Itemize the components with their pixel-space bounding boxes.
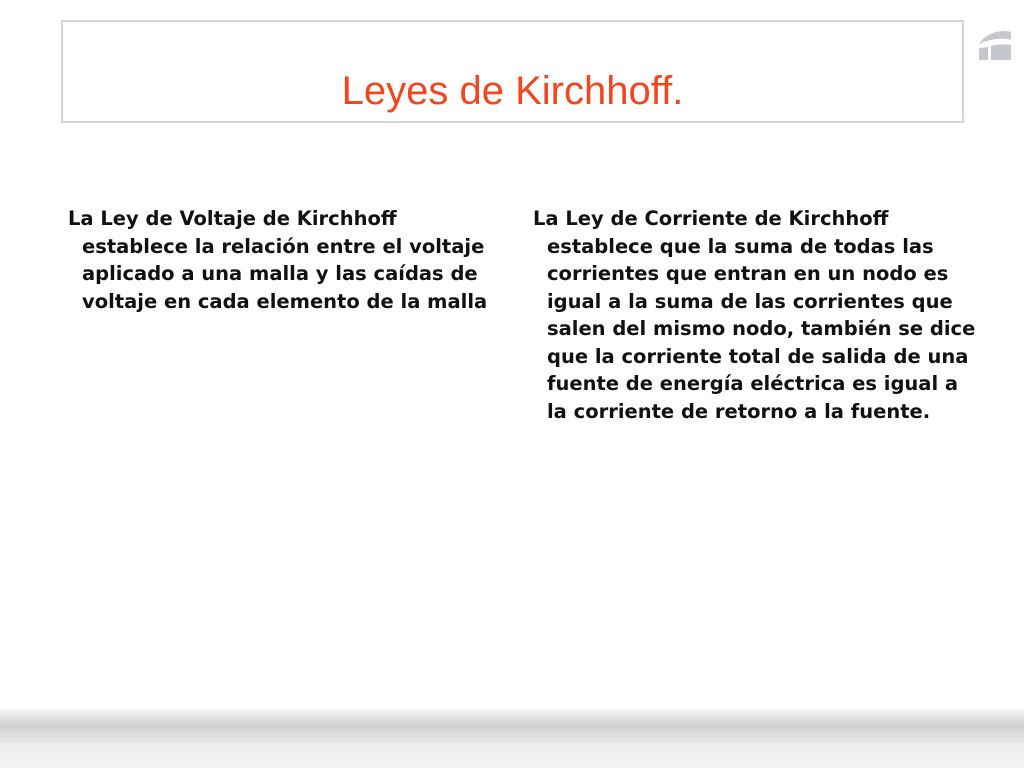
title-box <box>61 20 964 123</box>
current-law-paragraph: La Ley de Corriente de Kirchhoff establece que la suma de todas las corrientes que entran en un nodo es igual a la suma de las corrientes que salen del mismo nodo, también se dice que la corriente total de salida de una fuente de energía eléctrica es igual a la corriente de retorno a la fuente. <box>533 207 976 423</box>
home-icon[interactable] <box>975 22 1015 62</box>
voltage-law-paragraph: La Ley de Voltaje de Kirchhoff establece la relación entre el voltaje aplicado a una malla y las caídas de voltaje en cada elemento de la malla <box>68 207 488 313</box>
slide-title: Leyes de Kirchhoff. <box>341 69 684 113</box>
footer-bar <box>0 708 1024 768</box>
